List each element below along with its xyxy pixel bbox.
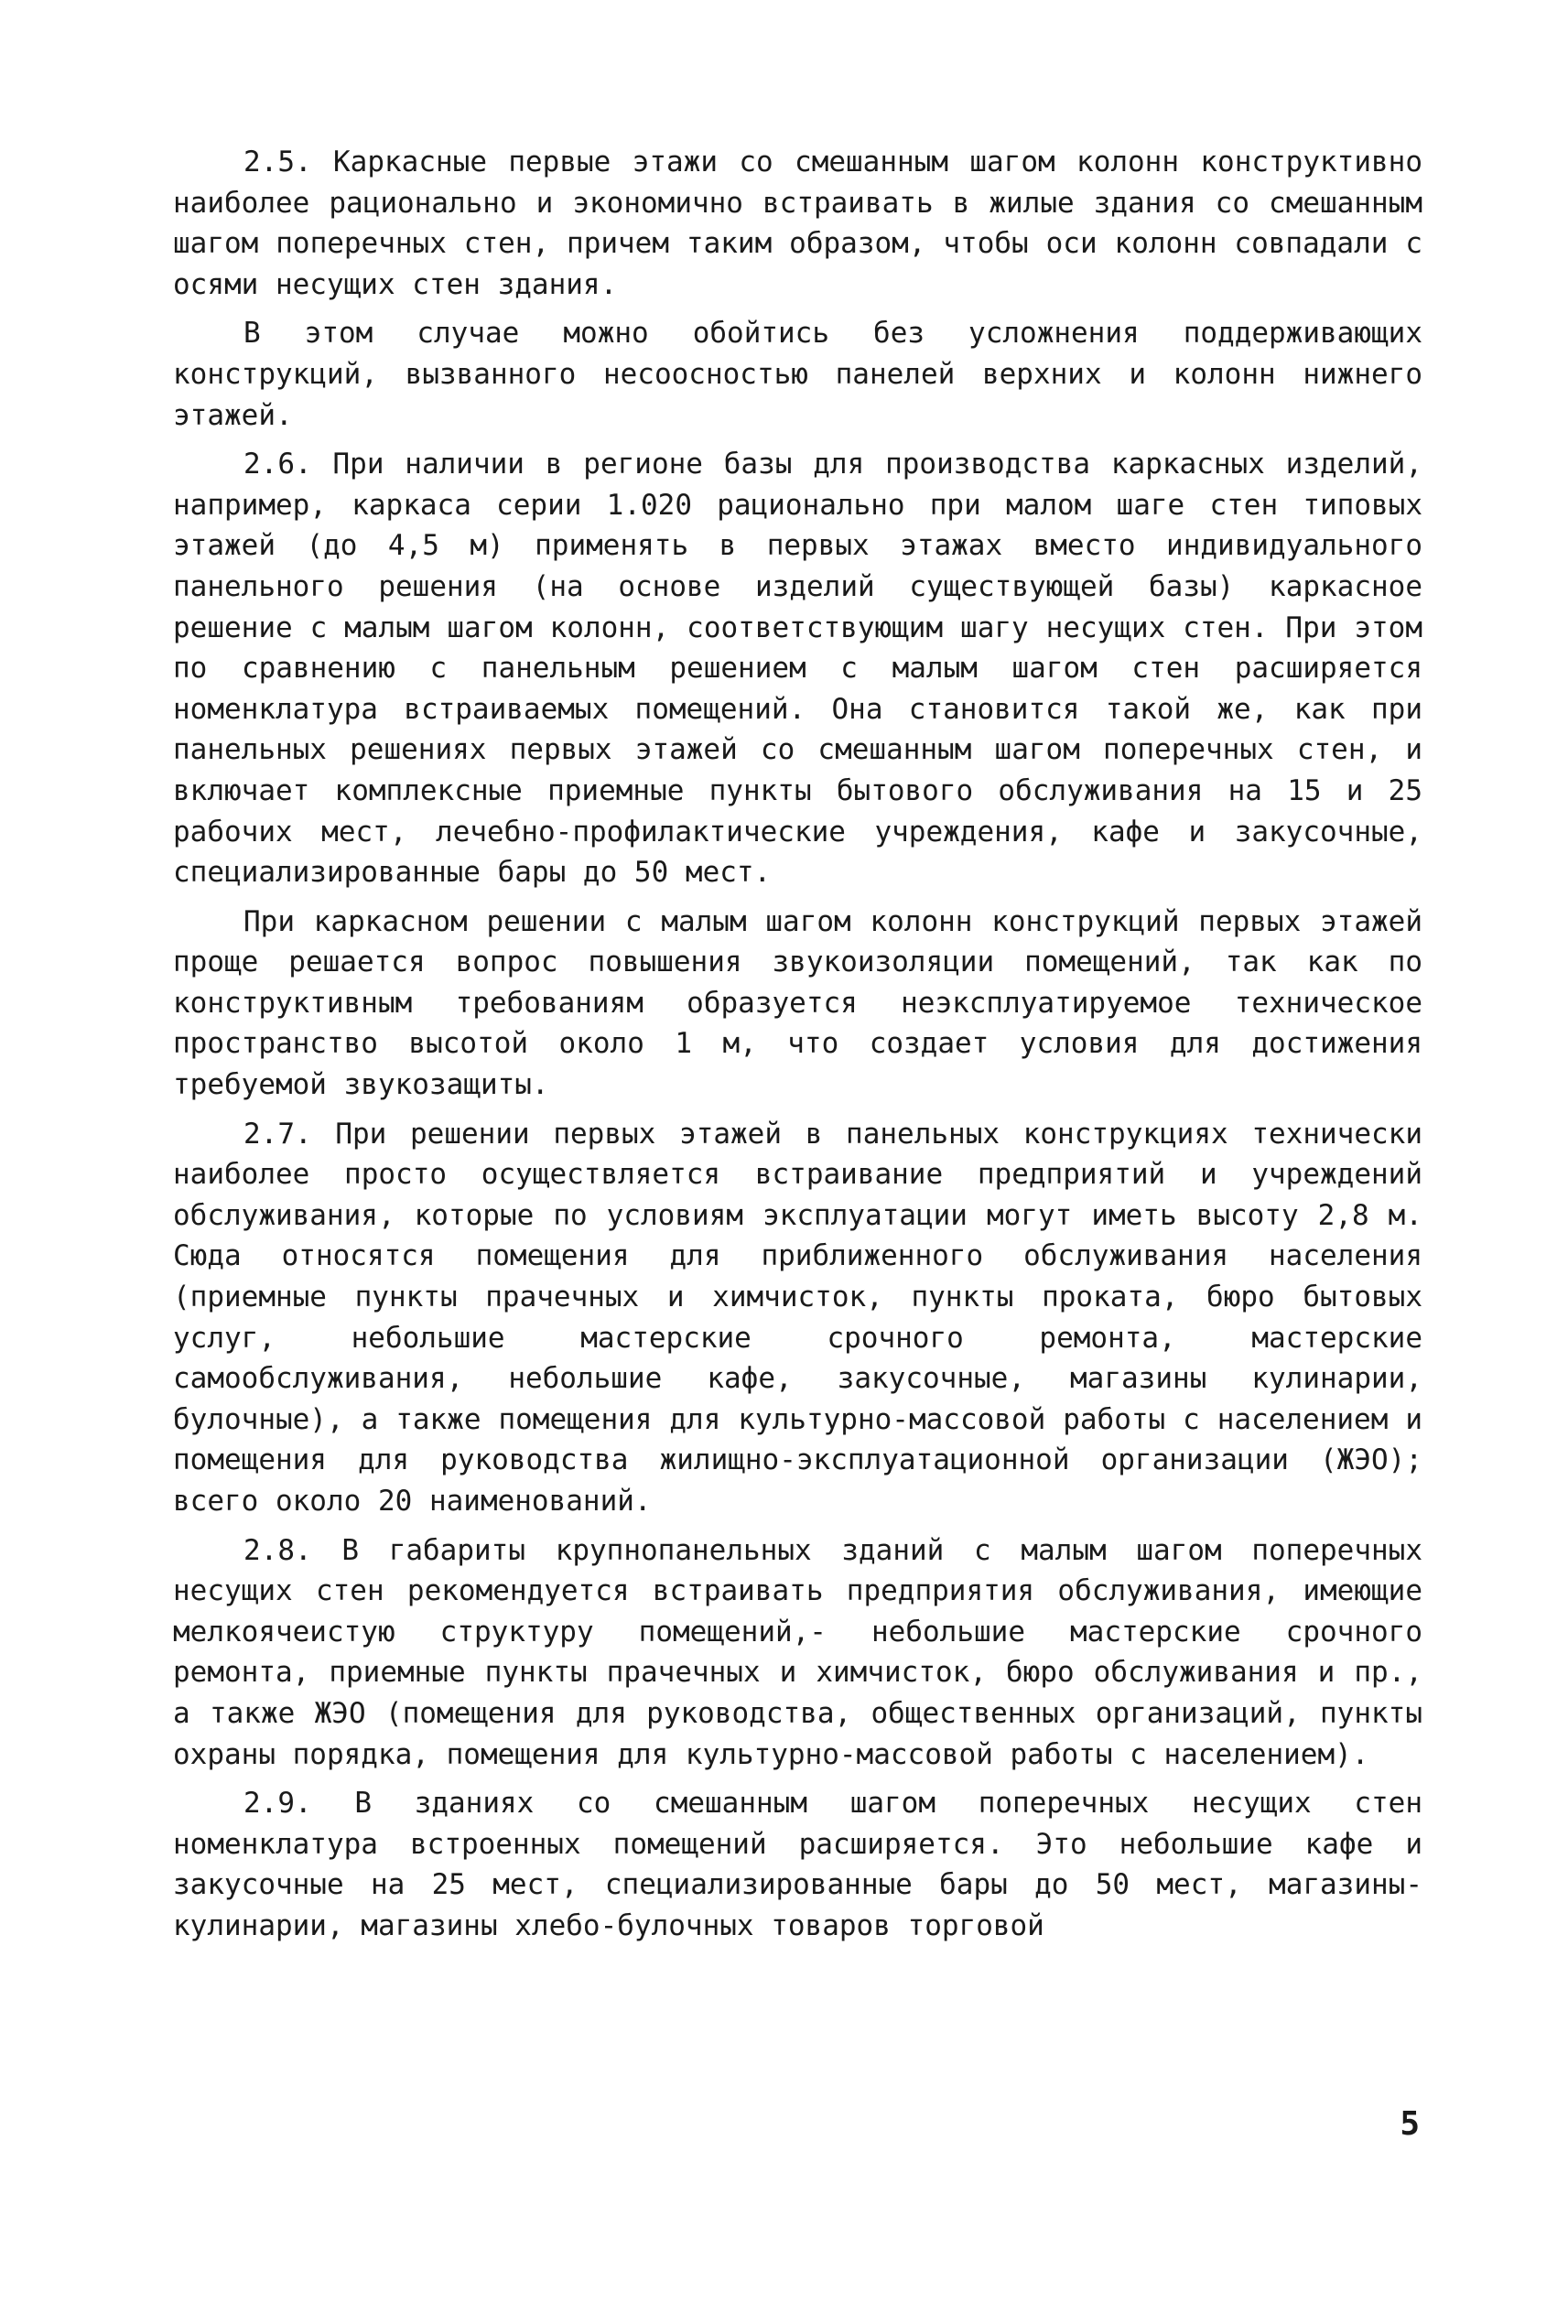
paragraph-2-6-continued: При каркасном решении с малым шагом колонн конструкций первых этажей проще решается вопрос повышения звукоизоляции помещений, так как по конструктивным требованиям образуется неэксплуатируемое техническое пространство высотой около 1 м, что создает условия для достижения требуемой звукозащиты.: [173, 904, 1422, 1102]
page-number: 5: [1400, 2105, 1420, 2143]
paragraph-2-5: 2.5. Каркасные первые этажи со смешанным шагом колонн конструктивно наиболее рационально и экономично встраивать в жилые здания со смешанным шагом поперечных стен, причем таким образом, чтобы оси колонн совпадали с осями несущих стен здания.: [173, 146, 1422, 301]
paragraph-2-9: 2.9. В зданиях со смешанным шагом поперечных несущих стен номенклатура встроенных помещений расширяется. Это небольшие кафе и закусочные на 25 мест, специализированные бары до 50 мест, магазины-кулинарии, магазины хлебо-булочных товаров торговой: [173, 1787, 1422, 1942]
paragraph-2-8: 2.8. В габариты крупнопанельных зданий с малым шагом поперечных несущих стен рекомендуется встраивать предприятия обслуживания, имеющие мелкоячеистую структуру помещений,- небольшие мастерские срочного ремонта, приемные пункты прачечных и химчисток, бюро обслуживания и пр., а также ЖЭО (помещения для руководства, общественных организаций, пункты охраны порядка, помещения для культурно-массовой работы с населением).: [173, 1533, 1422, 1771]
paragraph-2-5-continued: В этом случае можно обойтись без усложнения поддерживающих конструкций, вызванного несоосностью панелей верхних и колонн нижнего этажей.: [173, 317, 1422, 432]
paragraph-2-6: 2.6. При наличии в регионе базы для производства каркасных изделий, например, каркаса серии 1.020 рационально при малом шаге стен типовых этажей (до 4,5 м) применять в первых этажах вместо индивидуального панельного решения (на основе изделий существующей базы) каркасное решение с малым шагом колонн, соответствующим шагу несущих стен. При этом по сравнению с панельным решением с малым шагом стен расширяется номенклатура встраиваемых помещений. Она становится такой же, как при панельных решениях первых этажей со смешанным шагом поперечных стен, и включает комплексные приемные пункты бытового обслуживания на 15 и 25 рабочих мест, лечебно-профилактические учреждения, кафе и закусочные, специализированные бары до 50 мест.: [173, 448, 1422, 890]
body-text: [173, 142, 1422, 1955]
paragraph-2-7: 2.7. При решении первых этажей в панельных конструкциях технически наиболее просто осуществляется встраивание предприятий и учреждений обслуживания, которые по условиям эксплуатации могут иметь высоту 2,8 м. Сюда относятся помещения для приближенного обслуживания населения (приемные пункты прачечных и химчисток, пункты проката, бюро бытовых услуг, небольшие мастерские срочного ремонта, мастерские самообслуживания, небольшие кафе, закусочные, магазины кулинарии, булочные), а также помещения для культурно-массовой работы с населением и помещения для руководства жилищно-эксплуатационной организации (ЖЭО); всего около 20 наименований.: [173, 1117, 1422, 1518]
